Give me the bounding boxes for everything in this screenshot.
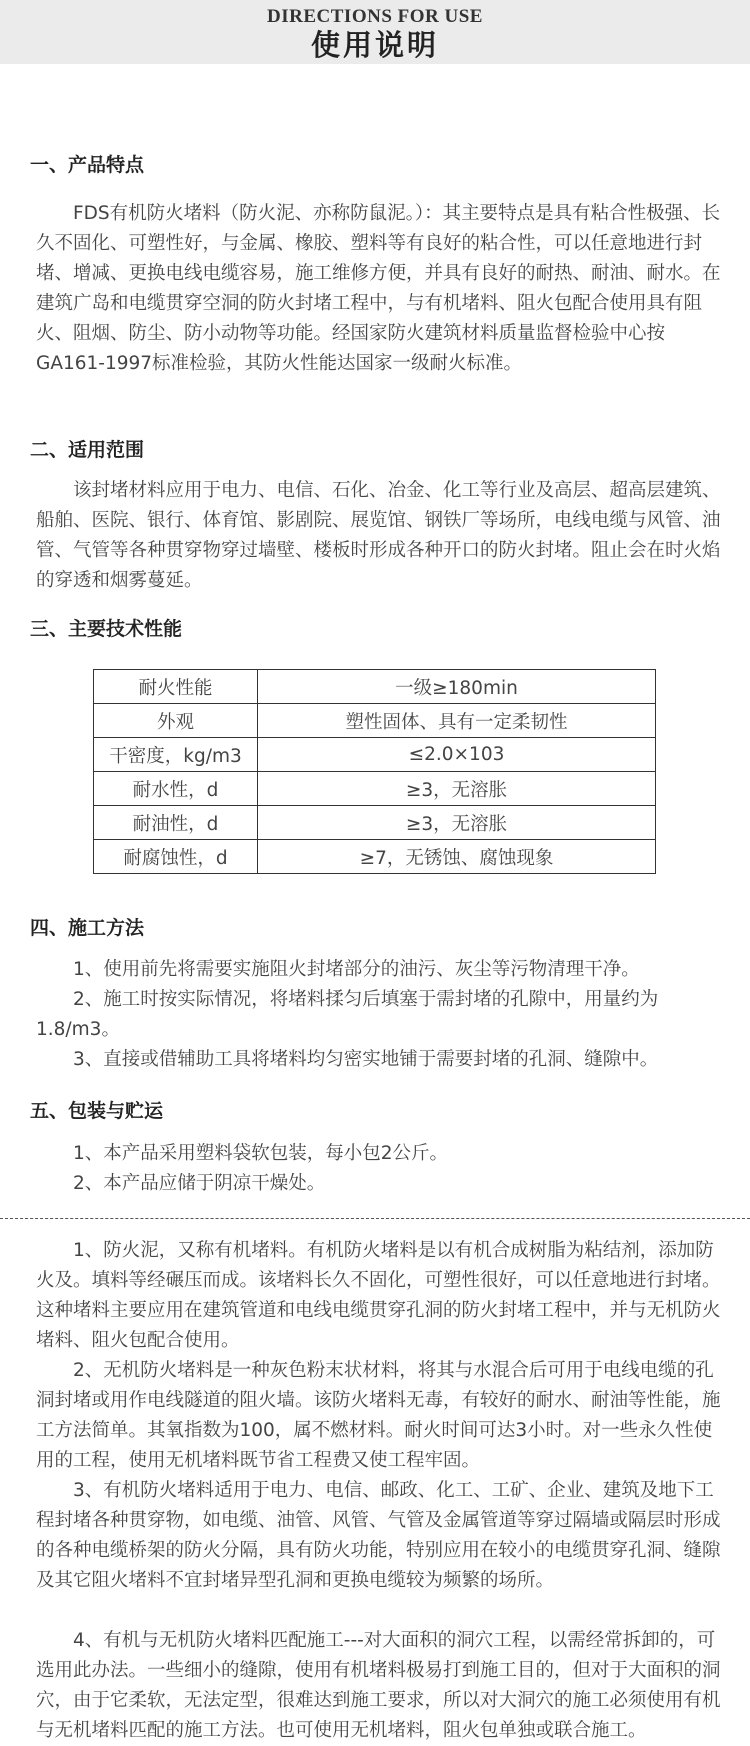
table-row — [94, 670, 656, 704]
table-row — [94, 840, 656, 874]
spec-value: ≥7，无锈蚀、腐蚀现象 — [258, 840, 656, 874]
construction-item: 1、使用前先将需要实施阻火封堵部分的油污、灰尘等污物清理干净。 — [73, 959, 640, 980]
section-title-construction: 四、施工方法 — [30, 917, 145, 939]
note-paragraph: 2、无机防火堵料是一种灰色粉末状材料，将其与水混合后可用于电线电缆的孔洞封堵或用作电线隧道的阻火墙。该防火堵料无毒，有较好的耐水、耐油等性能，施工方法简单。其氧指数为100，属不燃材料。耐火时间可达3小时。对一些永久性使用的工程，使用无机堵料既节省工程费又使工程牢固。 — [36, 1360, 721, 1471]
spec-key: 耐腐蚀性，d — [94, 840, 258, 874]
header-chinese-title: 使用说明 — [310, 28, 439, 62]
dashed-divider — [0, 1218, 750, 1219]
scope-paragraph: 该封堵材料应用于电力、电信、石化、冶金、化工等行业及高层、超高层建筑、船舶、医院、银行、体育馆、影剧院、展览馆、钢铁厂等场所，电线电缆与风管、油管、气管等各种贯穿物穿过墙壁、楼板时形成各种开口的防火封堵。阻止会在时火焰的穿透和烟雾蔓延。 — [36, 480, 721, 591]
construction-item: 3、直接或借辅助工具将堵料均匀密实地铺于需要封堵的孔洞、缝隙中。 — [73, 1049, 659, 1070]
section-title-specs: 三、主要技术性能 — [30, 618, 183, 640]
section-title-features: 一、产品特点 — [30, 154, 145, 176]
table-row — [94, 704, 656, 738]
features-paragraph: FDS有机防火堵料（防火泥、亦称防鼠泥。）：其主要特点是具有粘合性极强、长久不固化、可塑性好，与金属、橡胶、塑料等有良好的粘合性，可以任意地进行封堵、增减、更换电线电缆容易，施工维修方便，并具有良好的耐热、耐油、耐水。在建筑广岛和电缆贯穿空洞的防火封堵工程中，与有机堵料、阻火包配合使用具有阻火、阻烟、防尘、防小动物等功能。经国家防火建筑材料质量监督检验中心按GA161-1997标准检验，其防火性能达国家一级耐火标准。 — [36, 203, 721, 374]
table-row — [94, 772, 656, 806]
section-title-packaging: 五、包装与贮运 — [30, 1100, 164, 1122]
spec-value: 塑性固体、具有一定柔韧性 — [258, 704, 656, 738]
construction-item: 2、施工时按实际情况，将堵料揉匀后填塞于需封堵的孔隙中，用量约为1.8/m3。 — [36, 989, 659, 1040]
packaging-item: 1、本产品采用塑料袋软包装，每小包2公斤。 — [73, 1143, 449, 1164]
packaging-item: 2、本产品应储于阴凉干燥处。 — [73, 1173, 326, 1194]
spec-key: 耐火性能 — [94, 670, 258, 704]
header-english-title: DIRECTIONS FOR USE — [267, 6, 483, 27]
page-header — [0, 0, 750, 64]
table-row — [94, 806, 656, 840]
spec-value: ≥3，无溶胀 — [258, 806, 656, 840]
note-paragraph: 1、防火泥，又称有机堵料。有机防火堵料是以有机合成树脂为粘结剂，添加防火及。填料等经碾压而成。该堵料长久不固化，可塑性很好，可以任意地进行封堵。这种堵料主要应用在建筑管道和电线电缆贯穿孔洞的防火封堵工程中，并与无机防火堵料、阻火包配合使用。 — [36, 1240, 721, 1351]
spec-value: 一级≥180min — [258, 670, 656, 704]
spec-value: ≤2.0×103 — [258, 738, 656, 772]
spec-key: 耐油性，d — [94, 806, 258, 840]
note-paragraph: 4、有机与无机防火堵料匹配施工---对大面积的洞穴工程，以需经常拆卸的，可选用此办法。一些细小的缝隙，使用有机堵料极易打到施工目的，但对于大面积的洞穴，由于它柔软，无法定型，很难达到施工要求，所以对大洞穴的施工必须使用有机与无机堵料匹配的施工方法。也可使用无机堵料，阻火包单独或联合施工。 — [36, 1630, 721, 1741]
spec-key: 干密度，kg/m3 — [94, 738, 258, 772]
note-paragraph: 3、有机防火堵料适用于电力、电信、邮政、化工、工矿、企业、建筑及地下工程封堵各种贯穿物，如电缆、油管、风管、气管及金属管道等穿过隔墙或隔层时形成的各种电缆桥架的防火分隔，具有防火功能，特别应用在较小的电缆贯穿孔洞、缝隙及其它阻火堵料不宜封堵异型孔洞和更换电缆较为频繁的场所。 — [36, 1480, 721, 1591]
spec-key: 外观 — [94, 704, 258, 738]
table-row — [94, 738, 656, 772]
section-title-scope: 二、适用范围 — [30, 439, 145, 461]
spec-key: 耐水性，d — [94, 772, 258, 806]
spec-value: ≥3，无溶胀 — [258, 772, 656, 806]
spec-table — [93, 669, 656, 874]
